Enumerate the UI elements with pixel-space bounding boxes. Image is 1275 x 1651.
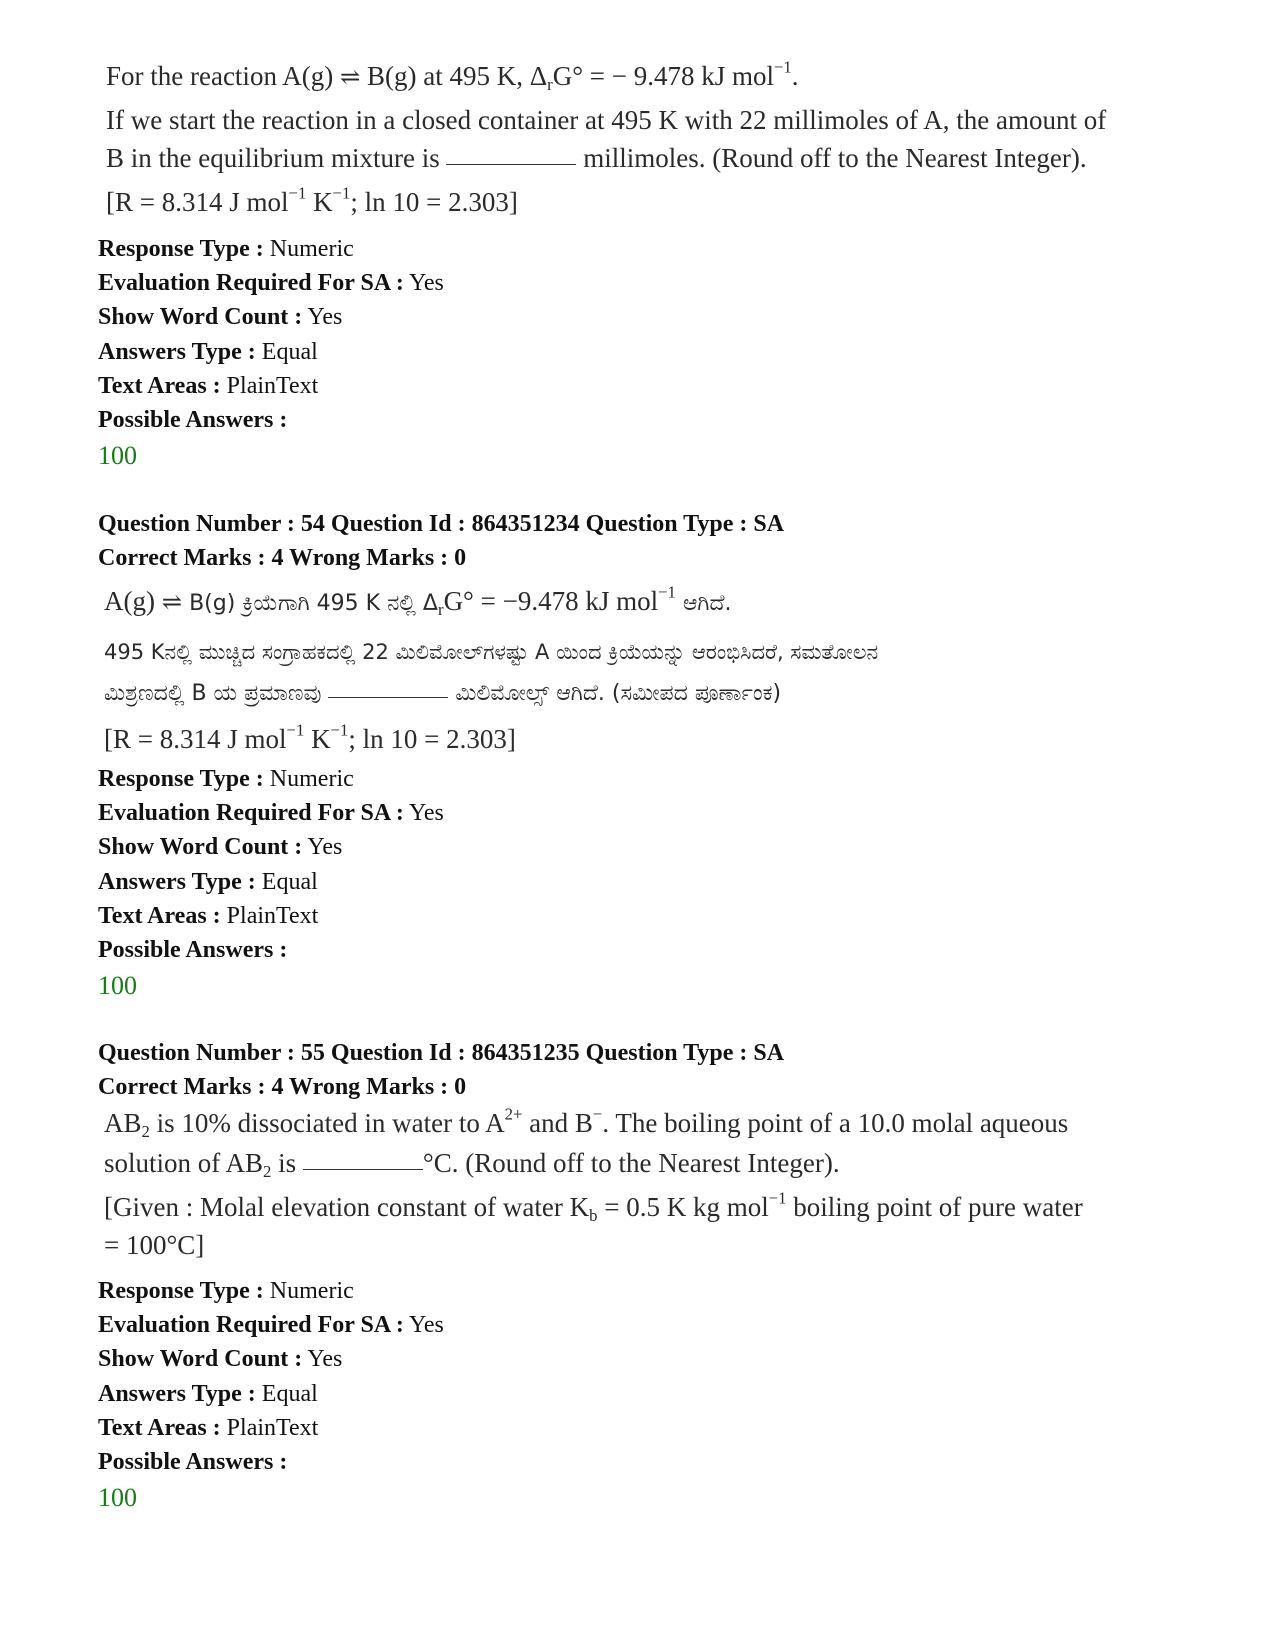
answers-type: Answers Type : Equal: [98, 868, 318, 895]
question-info: Question Number : 55 Question Id : 864351235 Question Type : SA: [98, 1040, 785, 1066]
q54-line-3: ಮಿಶ್ರಣದಲ್ಲಿ B ಯ ಪ್ರಮಾಣವು ಮಿಲಿಮೋಲ್ಸ್ ಆಗಿದೆ. (ಸಮೀಪದ ಪೂರ್ಣಾಂಕ): [104, 681, 782, 706]
possible-answer-value: 100: [98, 441, 137, 471]
q55-given-line-2: = 100°C]: [104, 1230, 205, 1260]
possible-answer-value: 100: [98, 1483, 137, 1513]
possible-answer-value: 100: [98, 971, 137, 1001]
q53-line-1: For the reaction A(g) ⇌ B(g) at 495 K, $\Delta_rG^\circ$ = − 9.478 kJ mol$^{-1}$.: [106, 57, 799, 95]
possible-answers-label: Possible Answers :: [98, 406, 288, 433]
q53-question-text: [106, 57, 1106, 223]
text-areas: Text Areas : PlainText: [98, 902, 319, 929]
question-info: Question Number : 54 Question Id : 864351234 Question Type : SA: [98, 511, 785, 537]
answer-blank: [446, 163, 576, 165]
marks-info: Correct Marks : 4 Wrong Marks : 0: [98, 1074, 467, 1100]
q54-header: [98, 507, 784, 575]
answers-type: Answers Type : Equal: [98, 1380, 318, 1407]
response-type: Response Type : Numeric: [98, 236, 354, 262]
q55-line-1: $AB_2$ is 10% dissociated in water to $A^{2+}$ and B−. The boiling point of a 10.0 molal aqueous: [104, 1104, 1069, 1142]
show-word-count: Show Word Count : Yes: [98, 304, 343, 331]
q55-line-2: solution of $AB_2$ is °C. (Round off to the Nearest Integer).: [104, 1148, 840, 1182]
response-type: Response Type : Numeric: [98, 766, 354, 792]
q53-line-2: If we start the reaction in a closed container at 495 K with 22 millimoles of A, the amount of: [106, 105, 1107, 135]
q54-given: [R = 8.314 J mol$^{-1}$ $K^{-1}$; ln 10 = 2.303]: [104, 720, 516, 754]
answer-blank: [303, 1168, 423, 1170]
text-areas: Text Areas : PlainText: [98, 372, 319, 399]
show-word-count: Show Word Count : Yes: [98, 1346, 343, 1373]
response-type: Response Type : Numeric: [98, 1278, 354, 1304]
answers-type: Answers Type : Equal: [98, 338, 318, 365]
q55-header: [98, 1036, 784, 1104]
text-areas: Text Areas : PlainText: [98, 1414, 319, 1441]
q55-meta: [98, 1274, 444, 1517]
answer-blank: [328, 696, 448, 698]
evaluation-required: Evaluation Required For SA : Yes: [98, 1312, 444, 1339]
marks-info: Correct Marks : 4 Wrong Marks : 0: [98, 545, 467, 571]
q54-line-2: 495 Kನಲ್ಲಿ ಮುಚ್ಚಿದ ಸಂಗ್ರಾಹಕದಲ್ಲಿ 22 ಮಿಲಿಮೋಲ್‌ಗಳಷ್ಟು A ಯಿಂದ ಕ್ರಿಯೆಯನ್ನು ಆರಂಭಿಸಿದರೆ, ಸಮತೋಲನ: [104, 640, 879, 664]
possible-answers-label: Possible Answers :: [98, 1448, 288, 1475]
q53-line-3: B in the equilibrium mixture is millimoles. (Round off to the Nearest Integer).: [106, 143, 1087, 173]
evaluation-required: Evaluation Required For SA : Yes: [98, 270, 444, 297]
show-word-count: Show Word Count : Yes: [98, 834, 343, 861]
q55-given: [Given : Molal elevation constant of water $K_b = 0.5$ K kg mol$^{-1}$ boiling point of pure water: [104, 1188, 1083, 1226]
q54-meta: [98, 762, 444, 1005]
q54-question-text: [104, 582, 878, 760]
q55-question-text: [104, 1104, 1083, 1266]
q54-line-1: A(g) ⇌ B(g) ಕ್ರಿಯೆಗಾಗಿ 495 K ನಲ್ಲಿ $\Delta_rG^\circ = -9.478$ kJ mol$^{-1}$ ಆಗಿದೆ.: [104, 582, 732, 620]
evaluation-required: Evaluation Required For SA : Yes: [98, 800, 444, 827]
possible-answers-label: Possible Answers :: [98, 936, 288, 963]
q53-meta: [98, 232, 444, 475]
q53-given: [R = 8.314 J mol$^{-1}$ $K^{-1}$; ln 10 = 2.303]: [106, 183, 518, 217]
